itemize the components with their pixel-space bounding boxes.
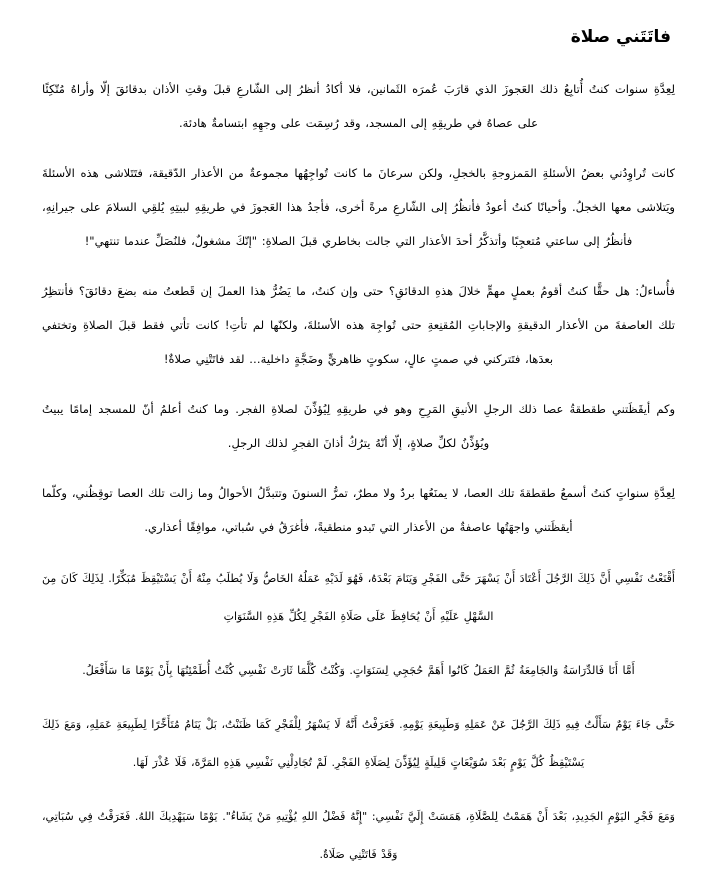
paragraph-1: لِعِدَّةِ سنوات كنتُ أُتابِعُ ذلك العَجوزَ الذي قارَبَ عُمرَه الثَمانين، فلا أكادُ أنظرُ إلى الشّارعِ قبلَ وقتِ الأذان بدقائقَ إلّا وأراهُ مُتّكِئًا على عصاهُ في طريقِهِ إلى المسجد، وقد رُسِمَت على وجهِهِ ابتسامةٌ هادئة.	[42, 81, 675, 130]
document-body	[34, 72, 683, 874]
page-title: فاتَتَني صلاة	[570, 27, 671, 47]
paragraph-3: فأُساءلُ: هل حقًّا كنتُ أقومُ بعملٍ مهمٍّ خلالَ هذهِ الدقائقِ؟ حتى وإن كنتُ، ما يَضُرُّ هذا العملَ إن قَطعتُ منه بضعَ دقائقَ؟ فأنتظِرُ تلك العاصفةَ من الأعذار الدقيقةِ والإجاباتِ المُقنِعةِ حتى تُواجِهَ هذه الأسئلةَ، ولكنّها لم تأتِ! كانت تأتي فقط قبلَ الصلاةِ وتختفي بعدَها، فتَتركني في صمتٍ عالٍ، سكوتٍ ظاهريٍّ وضَجَّةٍ داخلية… لقد فاتَتْنِي صلاةٌ!	[42, 283, 675, 366]
paragraph-9: وَمَعَ فَجْرِ اليَوْمِ الجَدِيدِ، بَعْدَ أَنْ هَمَمْتُ لِلصَّلَاةِ، هَمَسَتْ إِلَيَّ نَفْسِي: "إِنَّهُ فَضْلُ اللهِ يُؤْتِيهِ مَنْ يَشَاءُ". يَوْمًا سَيَهْدِيكَ اللهُ. فَغَرَقْتُ فِي سُبَاتِي، وَقَدْ فَاتَتْنِي صَلَاةٌ.	[42, 809, 675, 861]
paragraph-4: وكم أيقَظَتني طقطقةُ عصا ذلك الرجلِ الأنيقِ المَرِحِ وهو في طريقِهِ لِيُؤذِّنَ لصلاةِ الفجر. وما كنتُ أعلمُ أنّ للمسجد إمامًا يبيتُ ويُؤذِّنُ لكلِّ صلاةٍ، إلّا أنّهُ يترُكُ أذانَ الفجرِ لذلك الرجلِ.	[42, 401, 675, 450]
paragraph-5: لِعِدَّةِ سنواتٍ كنتُ أسمعُ طقطقةَ تلك العصا، لا يمنَعُها بردٌ ولا مطرٌ، تمرُّ السنونَ وتتبدَّلُ الأحوالُ وما زالت تلك العصا توقِظُني، وكلّما أيقظَتني واجهَتُها عاصفةٌ من الأعذار التي تَبدو منطقيةً، فأغرَقُ في سُباتي، موافِقًا أعذاري.	[42, 485, 675, 534]
paragraph-8: حَتَّى جَاءَ يَوْمٌ سَأَلْتُ فِيهِ ذَلِكَ الرَّجُلَ عَنْ عَمَلِهِ وَطَبِيعَةِ يَوْمِهِ. فَعَرَفْتُ أَنَّهُ لَا يَسْهَرُ لِلْفَجْرِ كَمَا ظَنَنْتُ، بَلْ يَنَامُ مُتَأَخِّرًا لِطَبِيعَةِ عَمَلِهِ، وَمَعَ ذَلِكَ يَسْتَيْقِظُ كُلَّ يَوْمٍ بَعْدَ سُوَيْعَاتٍ قَلِيلَةٍ لِيُؤَذِّنَ لِصَلَاةِ الفَجْرِ. لَمْ تُجَادِلْنِي نَفْسِي هَذِهِ المَرَّةَ، فَلَا عُذْرَ لَهَا.	[42, 717, 675, 769]
paragraph-7: أَمَّا أَنَا فَالدِّرَاسَةُ وَالجَامِعَةُ ثُمَّ العَمَلُ كَانُوا أَهَمَّ حُجَجِي لِسَنَوَاتٍ. وَكُنْتُ كُلَّمَا ثَارَتْ نَفْسِي كُنْتُ أُطَمْئِنُهَا بِأَنْ يَوْمًا مَا سَأَفْعَلُ.	[82, 663, 635, 677]
paragraph-2: كانت تُراوِدُني بعضُ الأسئلةِ المَمزوجةِ بالخجلِ، ولكن سرعانَ ما كانت تُواجِهُها مجموعةٌ من الأعذار الدّقيقة، فتَتَلاشى هذه الأسئلةَ ويَتلاشى معها الخجلُ. وأحيانًا كنتُ أعودُ فأنظُرُ إلى الشّارعِ مرةً أخرى، فأجدُ هذا العَجوزَ في طريقِهِ لبيتِهِ يُلقِي السلامَ على جيرانِهِ، فأنظُرُ إلى ساعتي مُتعجِبًا وأتذكَّرُ أحدَ الأعذار التي جالت بخاطري قبلَ الصلاةِ: "إنّكَ مشغولٌ، فلنُصَلِّ عندما تنتهي"!	[42, 165, 675, 248]
paragraph-6: أَقْنَعْتُ نَفْسِي أَنَّ ذَلِكَ الرَّجُلَ أَعْتَادَ أَنْ يَسْهَرَ حَتَّى الفَجْرِ وَيَنَامَ بَعْدَهُ، فَهُوَ لَدَيْهِ عَمَلُهُ الخَاصُّ وَلَا يُطلَبُ مِنْهُ أَنْ يَسْتَيْقِظَ مُبَكِّرًا. لِذَلِكَ كَانَ مِنَ السَّهْلِ عَلَيْهِ أَنْ يُحَافِظَ عَلَى صَلَاةِ الفَجْرِ لِكُلِّ هَذِهِ السَّنَوَاتِ	[42, 571, 675, 623]
